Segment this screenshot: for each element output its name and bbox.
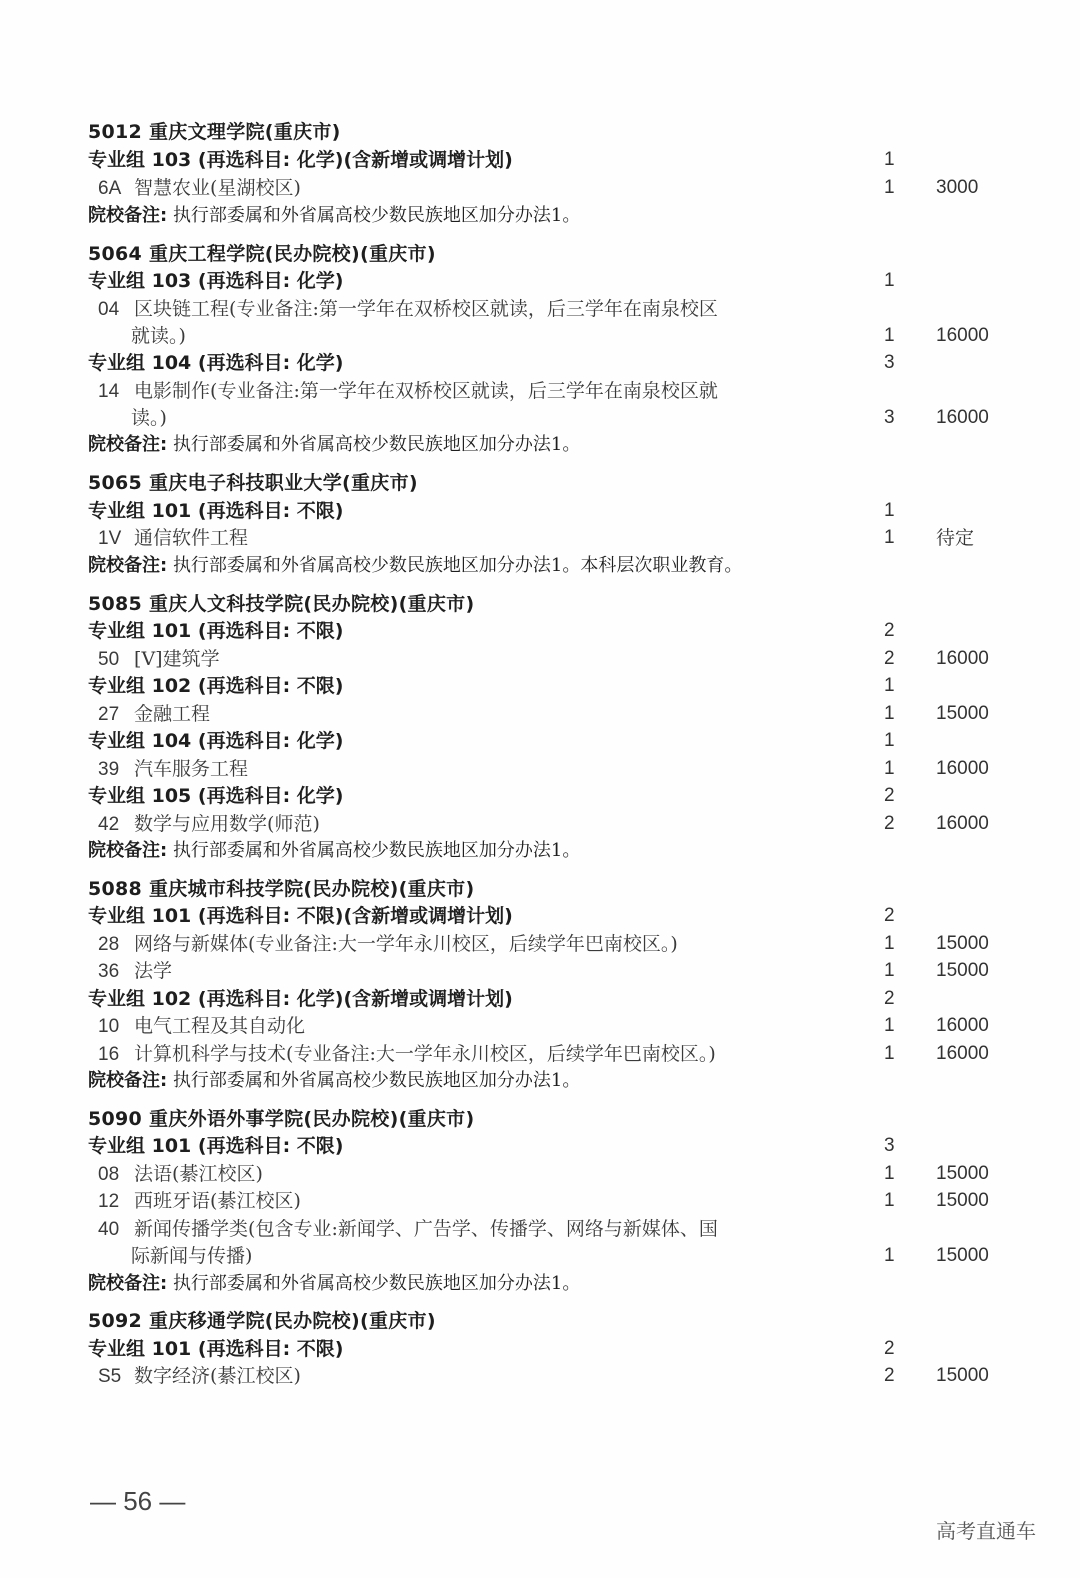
major-fee: 15000: [936, 960, 989, 981]
major-count: 1: [884, 1245, 895, 1266]
major-name: 智慧农业(星湖校区): [134, 177, 301, 199]
major-name: 通信软件工程: [134, 527, 249, 549]
school-note: [88, 431, 580, 459]
group-count: 1: [884, 675, 895, 696]
major-row: [88, 1012, 305, 1040]
major-fee: 15000: [936, 1245, 989, 1266]
note-label: 院校备注:: [88, 205, 168, 226]
major-group-header: 专业组 103 (再选科目: 化学): [88, 270, 344, 292]
school-header: 5065 重庆电子科技职业大学(重庆市): [88, 472, 418, 494]
note-label: 院校备注:: [88, 1070, 168, 1091]
major-row: [88, 645, 220, 673]
major-fee: 16000: [936, 325, 989, 346]
school-note: [88, 202, 580, 230]
group-count: 1: [884, 270, 895, 291]
major-row: [88, 930, 678, 958]
major-group-header: 专业组 101 (再选科目: 不限)(含新增或调增计划): [88, 905, 513, 927]
major-name: 数字经济(綦江校区): [134, 1365, 301, 1387]
major-fee: 15000: [936, 1190, 989, 1211]
major-count: 1: [884, 933, 895, 954]
note-text: 执行部委属和外省属高校少数民族地区加分办法1。: [172, 1070, 581, 1091]
major-group-header: 专业组 104 (再选科目: 化学): [88, 352, 344, 374]
page-number: — 56 —: [90, 1486, 186, 1516]
note-text: 执行部委属和外省属高校少数民族地区加分办法1。: [172, 434, 581, 455]
watermark: 高考直通车: [936, 1519, 1036, 1543]
major-group-header: 专业组 101 (再选科目: 不限): [88, 620, 344, 642]
major-count: 1: [884, 1015, 895, 1036]
major-code: 1V: [98, 528, 122, 549]
school-header: 5090 重庆外语外事学院(民办院校)(重庆市): [88, 1108, 475, 1130]
group-count: 3: [884, 1135, 895, 1156]
major-code: 16: [98, 1044, 120, 1065]
major-row: [88, 295, 718, 323]
major-group-header: 专业组 101 (再选科目: 不限): [88, 1135, 344, 1157]
major-code: S5: [98, 1366, 122, 1387]
major-fee: 15000: [936, 703, 989, 724]
major-count: 3: [884, 407, 895, 428]
major-fee: 15000: [936, 1365, 989, 1386]
major-fee: 待定: [936, 527, 975, 549]
school-header: 5092 重庆移通学院(民办院校)(重庆市): [88, 1310, 436, 1332]
major-fee: 16000: [936, 648, 989, 669]
major-group-header: 专业组 102 (再选科目: 化学)(含新增或调增计划): [88, 988, 513, 1010]
school-note: [88, 837, 580, 865]
major-code: 42: [98, 814, 120, 835]
major-name: 新闻传播学类(包含专业:新闻学、广告学、传播学、网络与新媒体、国: [134, 1218, 718, 1240]
note-text: 执行部委属和外省属高校少数民族地区加分办法1。本科层次职业教育。: [172, 555, 743, 576]
major-name: 电影制作(专业备注:第一学年在双桥校区就读，后三学年在南泉校区就: [134, 380, 718, 402]
major-code: 28: [98, 934, 120, 955]
major-group-header: 专业组 103 (再选科目: 化学)(含新增或调增计划): [88, 149, 513, 171]
note-label: 院校备注:: [88, 1273, 168, 1294]
major-count: 1: [884, 703, 895, 724]
group-count: 2: [884, 620, 895, 641]
group-count: 2: [884, 785, 895, 806]
note-label: 院校备注:: [88, 840, 168, 861]
school-note: [88, 1067, 580, 1095]
major-name: 西班牙语(綦江校区): [134, 1190, 301, 1212]
major-row: [88, 1040, 716, 1068]
major-code: 08: [98, 1164, 120, 1185]
group-count: 1: [884, 149, 895, 170]
major-count: 1: [884, 1043, 895, 1064]
major-row: [88, 957, 172, 985]
major-row: [88, 1187, 301, 1215]
major-name: 电气工程及其自动化: [134, 1015, 306, 1037]
major-count: 1: [884, 325, 895, 346]
note-text: 执行部委属和外省属高校少数民族地区加分办法1。: [172, 205, 581, 226]
major-fee: 16000: [936, 1043, 989, 1064]
note-label: 院校备注:: [88, 555, 168, 576]
major-fee: 16000: [936, 1015, 989, 1036]
major-count: 2: [884, 648, 895, 669]
major-group-header: 专业组 105 (再选科目: 化学): [88, 785, 344, 807]
major-row: [88, 377, 718, 405]
school-note: [88, 1270, 580, 1298]
major-count: 1: [884, 177, 895, 198]
major-code: 39: [98, 759, 120, 780]
major-row: [88, 1215, 718, 1243]
major-code: 50: [98, 649, 120, 670]
school-header: 5064 重庆工程学院(民办院校)(重庆市): [88, 243, 436, 265]
major-count: 2: [884, 813, 895, 834]
note-label: 院校备注:: [88, 434, 168, 455]
major-code: 12: [98, 1191, 120, 1212]
school-header: 5088 重庆城市科技学院(民办院校)(重庆市): [88, 878, 475, 900]
major-name: 数学与应用数学(师范): [134, 813, 320, 835]
major-code: 14: [98, 381, 120, 402]
major-code: 36: [98, 961, 120, 982]
group-count: 3: [884, 352, 895, 373]
group-count: 2: [884, 988, 895, 1009]
note-text: 执行部委属和外省属高校少数民族地区加分办法1。: [172, 840, 581, 861]
major-row: [88, 1362, 301, 1390]
major-row: [88, 755, 248, 783]
major-fee: 16000: [936, 407, 989, 428]
major-fee: 3000: [936, 177, 979, 198]
major-name-continued: 就读。): [131, 325, 186, 347]
major-name-continued: 读。): [131, 407, 167, 429]
note-text: 执行部委属和外省属高校少数民族地区加分办法1。: [172, 1273, 581, 1294]
major-code: 27: [98, 704, 120, 725]
major-name: 区块链工程(专业备注:第一学年在双桥校区就读，后三学年在南泉校区: [134, 298, 718, 320]
major-name: 网络与新媒体(专业备注:大一学年永川校区，后续学年巴南校区。): [134, 933, 678, 955]
major-code: 6A: [98, 178, 122, 199]
group-count: 1: [884, 500, 895, 521]
major-fee: 16000: [936, 813, 989, 834]
major-count: 1: [884, 1190, 895, 1211]
group-count: 2: [884, 905, 895, 926]
major-fee: 15000: [936, 1163, 989, 1184]
major-count: 2: [884, 1365, 895, 1386]
school-header: 5085 重庆人文科技学院(民办院校)(重庆市): [88, 593, 475, 615]
major-name-continued: 际新闻与传播): [131, 1245, 253, 1267]
major-row: [88, 810, 320, 838]
major-group-header: 专业组 101 (再选科目: 不限): [88, 500, 344, 522]
major-code: 04: [98, 299, 120, 320]
major-name: 法语(綦江校区): [134, 1163, 263, 1185]
major-row: [88, 1160, 263, 1188]
major-count: 1: [884, 1163, 895, 1184]
major-count: 1: [884, 758, 895, 779]
major-code: 40: [98, 1219, 120, 1240]
major-code: 10: [98, 1016, 120, 1037]
major-count: 1: [884, 527, 895, 548]
major-fee: 16000: [936, 758, 989, 779]
major-group-header: 专业组 101 (再选科目: 不限): [88, 1338, 344, 1360]
major-name: 法学: [134, 960, 173, 982]
group-count: 1: [884, 730, 895, 751]
major-row: [88, 174, 301, 202]
major-fee: 15000: [936, 933, 989, 954]
major-group-header: 专业组 104 (再选科目: 化学): [88, 730, 344, 752]
school-note: [88, 552, 742, 580]
major-count: 1: [884, 960, 895, 981]
major-name: 计算机科学与技术(专业备注:大一学年永川校区，后续学年巴南校区。): [134, 1043, 716, 1065]
major-group-header: 专业组 102 (再选科目: 不限): [88, 675, 344, 697]
group-count: 2: [884, 1338, 895, 1359]
major-name: 汽车服务工程: [134, 758, 249, 780]
major-row: [88, 700, 210, 728]
school-header: 5012 重庆文理学院(重庆市): [88, 121, 341, 143]
major-name: [V]建筑学: [134, 648, 220, 670]
major-name: 金融工程: [134, 703, 211, 725]
major-row: [88, 524, 248, 552]
